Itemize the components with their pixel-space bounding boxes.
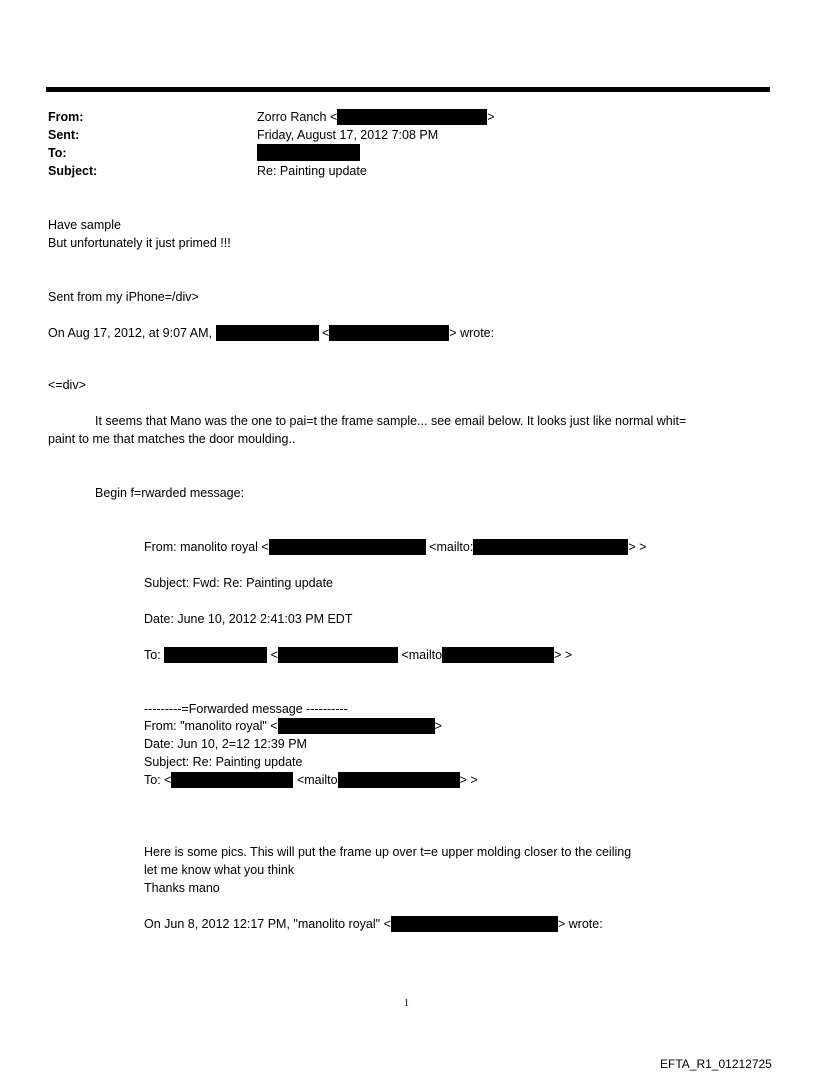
inner-on-prefix: On Jun 8, 2012 12:17 PM, "manolito royal" <: [144, 917, 391, 931]
redaction-box: [278, 718, 435, 734]
fwd-to-line: [144, 647, 572, 663]
inner-to-line: [144, 772, 478, 788]
inner-from-line: [144, 718, 442, 734]
to-label: To:: [48, 146, 67, 160]
redaction-box: [337, 109, 487, 125]
redaction-box: [171, 772, 293, 788]
quote-attribution: [48, 325, 494, 341]
inner-wrote: > wrote:: [557, 917, 603, 931]
from-label: From:: [48, 110, 84, 124]
body-line-1: Have sample: [48, 218, 121, 232]
paragraph-line-2: paint to me that matches the door moulding..: [48, 432, 296, 446]
fwd-date-line: Date: June 10, 2012 2:41:03 PM EDT: [144, 612, 353, 626]
redaction-box: [216, 325, 319, 341]
inner-to-close: > >: [459, 773, 478, 787]
to-value: [257, 144, 360, 161]
fwd-subject-line: Subject: Fwd: Re: Painting update: [144, 576, 334, 590]
sent-value: Friday, August 17, 2012 7:08 PM: [257, 128, 439, 142]
redaction-box: [442, 647, 554, 663]
page-number: 1: [404, 998, 409, 1009]
redaction-box: [391, 916, 558, 932]
inner-to-prefix: To: <: [144, 773, 172, 787]
inner-attribution-line: [144, 916, 603, 932]
inner-to-mailto: <mailto: [296, 773, 338, 787]
redaction-box: [257, 144, 360, 161]
redaction-box: [329, 325, 449, 341]
inner-from-close: >: [434, 719, 442, 733]
redaction-box: [164, 647, 267, 663]
inner-message-line-3: Thanks mano: [144, 881, 220, 895]
redaction-box: [278, 647, 398, 663]
div-tag-line: <=div>: [48, 378, 86, 392]
sent-from-line: Sent from my iPhone=/div>: [48, 290, 199, 304]
fwd-close: > >: [628, 540, 647, 554]
redaction-box: [338, 772, 460, 788]
sent-label: Sent:: [48, 128, 80, 142]
subject-label: Subject:: [48, 164, 98, 178]
paragraph-line-1: It seems that Mano was the one to pai=t the frame sample... see email below. It looks just like normal whit=: [95, 414, 687, 428]
from-name: Zorro Ranch <: [257, 110, 338, 124]
inner-date-line: Date: Jun 10, 2=12 12:39 PM: [144, 737, 307, 751]
bates-number: EFTA_R1_01212725: [660, 1057, 772, 1071]
inner-divider: ---------=Forwarded message ----------: [144, 702, 348, 716]
fwd-to-mailto: <mailto: [401, 648, 443, 662]
inner-from-prefix: From: "manolito royal" <: [144, 719, 278, 733]
fwd-mailto: <mailto:: [429, 540, 474, 554]
inner-message-line-1: Here is some pics. This will put the frame up over t=e upper molding closer to the ceiling: [144, 845, 632, 859]
inner-message-line-2: let me know what you think: [144, 863, 295, 877]
fwd-from-prefix: From: manolito royal <: [144, 540, 269, 554]
redaction-box: [269, 539, 426, 555]
header-rule: [46, 87, 770, 92]
fwd-to-close: > >: [554, 648, 573, 662]
quote-lt: <: [321, 326, 330, 340]
from-close: >: [487, 110, 495, 124]
quote-wrote: > wrote:: [449, 326, 495, 340]
fwd-from-line: [144, 539, 646, 555]
redaction-box: [473, 539, 628, 555]
quote-on-prefix: On Aug 17, 2012, at 9:07 AM,: [48, 326, 213, 340]
body-line-2: But unfortunately it just primed !!!: [48, 236, 231, 250]
from-value: [257, 109, 495, 125]
fwd-to-prefix: To:: [144, 648, 161, 662]
begin-forwarded-line: Begin f=rwarded message:: [95, 486, 245, 500]
subject-value: Re: Painting update: [257, 164, 367, 178]
fwd-to-lt: <: [270, 648, 278, 662]
inner-subject-line: Subject: Re: Painting update: [144, 755, 303, 769]
